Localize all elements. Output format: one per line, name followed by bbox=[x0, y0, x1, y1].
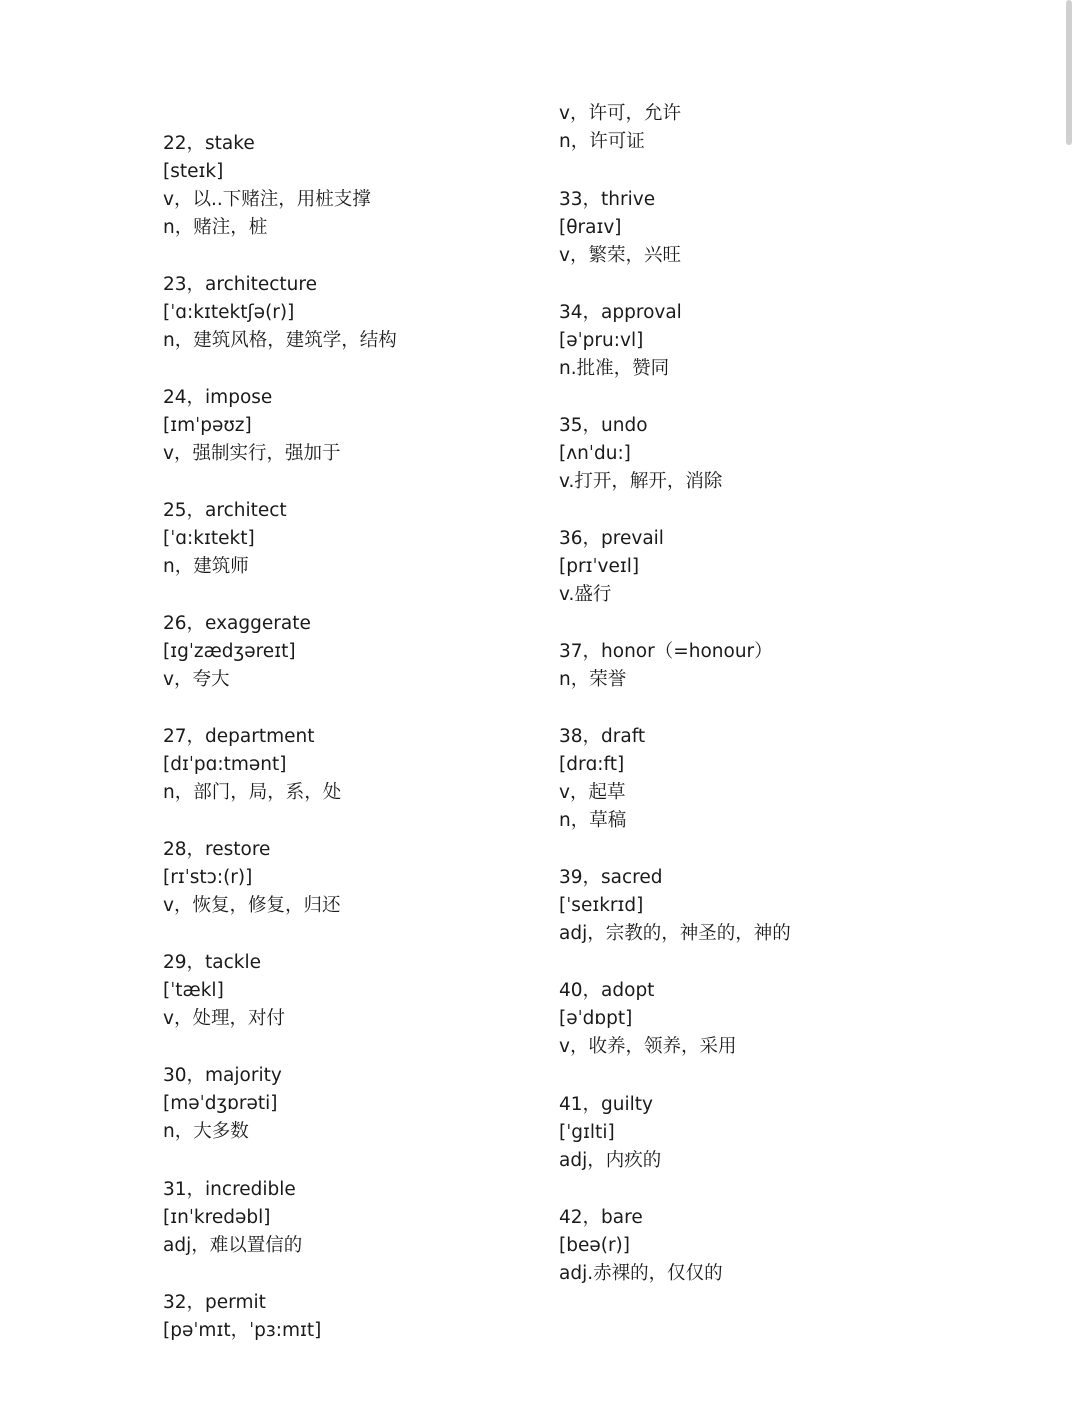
left-column-line: n，大多数 bbox=[163, 1121, 249, 1142]
left-column-line: n，建筑风格，建筑学，结构 bbox=[163, 330, 397, 351]
right-column-line: n，荣誉 bbox=[559, 669, 627, 690]
right-column-line: 37，honor（=honour） bbox=[559, 641, 773, 662]
left-column-line: v，以..下赌注，用桩支撑 bbox=[163, 189, 371, 210]
left-column-line: 22，stake bbox=[163, 133, 255, 154]
left-column-line: 23，architecture bbox=[163, 274, 317, 295]
left-column-line: v，处理，对付 bbox=[163, 1008, 285, 1029]
right-column-line: 36，prevail bbox=[559, 528, 664, 549]
right-column-line: [ʌnˈdu:] bbox=[559, 443, 631, 464]
right-column-line: [beə(r)] bbox=[559, 1235, 630, 1256]
left-column-line: v，夸大 bbox=[163, 669, 230, 690]
right-column-line: 35，undo bbox=[559, 415, 648, 436]
right-column-line: adj，内疚的 bbox=[559, 1150, 662, 1171]
left-column-line: 24，impose bbox=[163, 387, 273, 408]
right-column-line: adj，宗教的，神圣的，神的 bbox=[559, 923, 791, 944]
left-column-line: [ɪmˈpəʊz] bbox=[163, 415, 252, 436]
right-column-line: n，许可证 bbox=[559, 131, 645, 152]
right-column-line: 33，thrive bbox=[559, 189, 656, 210]
left-column-line: [rɪˈstɔ:(r)] bbox=[163, 867, 253, 888]
left-column-line: 31，incredible bbox=[163, 1179, 296, 1200]
left-column-line: [məˈdʒɒrəti] bbox=[163, 1093, 278, 1114]
right-column-line: [əˈpru:vl] bbox=[559, 330, 644, 351]
right-column-line: v，收养，领养，采用 bbox=[559, 1036, 737, 1057]
right-column-line: 42，bare bbox=[559, 1207, 643, 1228]
left-column-line: adj，难以置信的 bbox=[163, 1235, 303, 1256]
left-column-line: 26，exaggerate bbox=[163, 613, 311, 634]
right-column-line: 39，sacred bbox=[559, 867, 663, 888]
left-column-line: 28，restore bbox=[163, 839, 271, 860]
left-column-line: [steɪk] bbox=[163, 161, 224, 182]
left-column-line: 30，majority bbox=[163, 1065, 282, 1086]
left-column-line: [ˈɑ:kɪtekt] bbox=[163, 528, 255, 549]
right-column-line: [θraɪv] bbox=[559, 217, 622, 238]
left-column-line: 25，architect bbox=[163, 500, 287, 521]
right-column-line: [ˈgɪlti] bbox=[559, 1122, 615, 1143]
right-column-line: adj.赤裸的，仅仅的 bbox=[559, 1263, 723, 1284]
left-column-line: 27，department bbox=[163, 726, 315, 747]
left-column-line: 29，tackle bbox=[163, 952, 262, 973]
right-column-line: v，起草 bbox=[559, 782, 626, 803]
right-column-line: 34，approval bbox=[559, 302, 682, 323]
right-column-line: n，草稿 bbox=[559, 810, 627, 831]
right-column-line: [prɪˈveɪl] bbox=[559, 556, 640, 577]
left-column-line: [dɪˈpɑ:tmənt] bbox=[163, 754, 287, 775]
left-column-line: [ˈɑ:kɪtektʃə(r)] bbox=[163, 302, 295, 323]
right-column-line: [drɑ:ft] bbox=[559, 754, 625, 775]
right-column-line: v.打开，解开，消除 bbox=[559, 471, 723, 492]
left-column-line: [ɪgˈzædʒəreɪt] bbox=[163, 641, 296, 662]
right-column-line: v，许可，允许 bbox=[559, 103, 681, 124]
right-column-line: [ˈseɪkrɪd] bbox=[559, 895, 644, 916]
left-column-line: [ˈtækl] bbox=[163, 980, 224, 1001]
right-column-line: v，繁荣，兴旺 bbox=[559, 245, 681, 266]
left-column-line: 32，permit bbox=[163, 1292, 266, 1313]
scrollbar[interactable] bbox=[1058, 0, 1080, 150]
left-column-line: n，建筑师 bbox=[163, 556, 249, 577]
left-column-line: [pəˈmɪt，ˈpɜ:mɪt] bbox=[163, 1320, 322, 1341]
left-column-line: v，强制实行，强加于 bbox=[163, 443, 341, 464]
right-column-line: 38，draft bbox=[559, 726, 646, 747]
left-column-line: v，恢复，修复，归还 bbox=[163, 895, 341, 916]
right-column-line: [əˈdɒpt] bbox=[559, 1008, 633, 1029]
right-column-line: 41，guilty bbox=[559, 1094, 653, 1115]
left-column-line: n，赌注，桩 bbox=[163, 217, 268, 238]
right-column-line: n.批准，赞同 bbox=[559, 358, 670, 379]
scrollbar-thumb[interactable] bbox=[1066, 0, 1072, 145]
right-column-line: 40，adopt bbox=[559, 980, 655, 1001]
right-column-line: v.盛行 bbox=[559, 584, 612, 605]
left-column-line: [ɪnˈkredəbl] bbox=[163, 1207, 271, 1228]
left-column-line: n，部门，局，系，处 bbox=[163, 782, 342, 803]
